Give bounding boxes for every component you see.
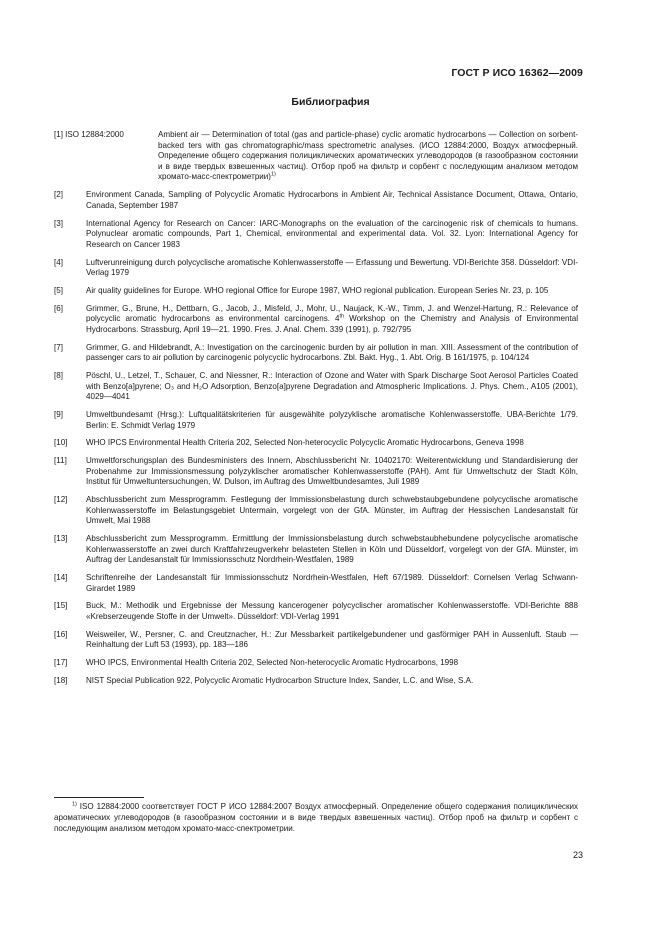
entry-text: Abschlussbericht zum Messprogramm. Festlegung der Immissionsbelastung durch schwebstaubgebundene polycyclische aromatische Kohlenwasserstoffe im Belastungsgebiet Untermain, vorgelegt von der GfA. Münster, im Auftrag der Hessischen Landesanstalt für Umwelt, Mai 1988 bbox=[86, 495, 578, 526]
entry-text: Schriftenreihe der Landesanstalt für Immissionsschutz Nordrhein-Westfalen, Heft 67/1989. Düsseldorf: Cornelsen Verlag Schwann-Girardet 1989 bbox=[86, 573, 578, 593]
entry-text: WHO IPCS, Environmental Health Criteria 202, Selected Non-heterocyclic Aromatic Hydrocarbons, 1998 bbox=[86, 658, 459, 668]
entry-number: [5] bbox=[54, 285, 63, 295]
bibliography-entry bbox=[54, 343, 578, 364]
bibliography-entry bbox=[54, 219, 578, 251]
entry-text: Abschlussbericht zum Messprogramm. Ermittlung der Immissionsbelastung durch schwebstaubhebundene polycyclische aromatische Kohlenwasserstoffe an zwei durch Kraftfahrzeugverkehr belasteten Stellen in Köln und Düsseldorf, vorgelegt von der GfA. Münster, im Auftrag der Landesanstalt für Immissionsschutz Nordrhein-Westfalen, 1989 bbox=[86, 534, 578, 565]
entry-number: [1] ISO 12884:2000 bbox=[54, 130, 124, 139]
entry-text: Grimmer, G., Brune, H., Dettbarn, G., Jacob, J., Misfeld, J., Mohr, U., Naujack, K.-W., Timm, J. and Wenzel-Hartung, R.: Relevance of polycyclic aromatic hydrocarbons as environmental carcinogens. 4th Workshop on the Chemistry and Analysis of Environmental Hydrocarbons. Strassburg, April 19—21. 1990. Fres. J. Anal. Chem. 339 (1991), p. 792/795 bbox=[86, 303, 578, 334]
bibliography-entry bbox=[54, 495, 578, 527]
bibliography-entry bbox=[54, 456, 578, 488]
entry-text: International Agency for Research on Cancer: IARC-Monographs on the evaluation of the carcinogenic risk of chemicals to humans. Polynuclear aromatic compounds, Part 1, Chemical, environmental and experimental data. Vol. 32. Lyon: International Agency for Research on Cancer 1983 bbox=[86, 218, 578, 249]
entry-number: [6] bbox=[54, 303, 63, 313]
entry-text: Ambient air — Determination of total (gas and particle-phase) cyclic aromatic hydrocarbons — Collection on sorbent-backed ters with gas chromatographic/mass spectrometric analyses. (ИСО 12884:2000, Воздух атмосферный. Определение общего содержания полициклических ароматических углеводородов (в газообразном состоянии и в виде твердых взвешенных частиц). Отбор проб на фильтр и сорбент с последующим анализом методом хромато-масс-спектрометрии)$^{1)}$ bbox=[158, 130, 578, 182]
entry-text: Environment Canada, Sampling of Polycyclic Aromatic Hydrocarbons in Ambient Air, Technical Assistance Document, Ottawa, Ontario, Canada, September 1987 bbox=[86, 190, 578, 210]
entry-number: [18] bbox=[54, 675, 68, 685]
entry-number: [4] bbox=[54, 257, 63, 267]
footnote-divider bbox=[54, 797, 144, 798]
bibliography-entry bbox=[54, 190, 578, 211]
bibliography-entry bbox=[54, 286, 578, 297]
bibliography-entry bbox=[54, 410, 578, 431]
entry-number: [10] bbox=[54, 438, 68, 448]
bibliography-entry bbox=[54, 534, 578, 566]
bibliography-entry bbox=[54, 601, 578, 622]
entry-number: [8] bbox=[54, 371, 63, 380]
document-header: ГОСТ Р ИСО 16362—2009 bbox=[451, 67, 583, 79]
bibliography-entry bbox=[54, 658, 578, 669]
entry-text: Umweltbundesamt (Hrsg.): Luftqualitätskriterien für ausgewählte polyzyklische aromatische Kohlenwasserstoffe. UBA-Berichte 1/79. Berlin: E. Schmidt Verlag 1979 bbox=[86, 409, 578, 430]
page-number: 23 bbox=[572, 850, 583, 860]
entry-text: Buck, M.: Methodik und Ergebnisse der Messung kancerogener polycyclischer aromatischer Kohlenwasserstoffe. VDI-Berichte 888 «Krebserzeugende Stoffe in der Umwelt». Düsseldorf: VDI-Verlag 1991 bbox=[86, 601, 578, 621]
entry-number: [2] bbox=[54, 190, 63, 200]
entry-text: Grimmer, G. and Hildebrandt, A.: Investigation on the carcinogenic burden by air pollution in man. XIII. Assessment of the contribution of passenger cars to air pollution by carcinogenic polycyclic hydrocarbons. Zbl. Bakt. Hyg., 1. Abt. Orig. B 161/1975, p. 104/124 bbox=[86, 342, 578, 363]
entry-text: NIST Special Publication 922, Polycyclic Aromatic Hydrocarbon Structure Index, Sander, L.C. and Wise, S.A. bbox=[86, 675, 474, 685]
entry-text: Luftverunreinigung durch polycyclische aromatische Kohlenwasserstoffe — Erfassung und Bewertung. VDI-Berichte 358. Düsseldorf: VDI-Verlag 1979 bbox=[86, 257, 578, 278]
footnote-text: ISO 12884:2000 соответствует ГОСТ Р ИСО 12884:2007 Воздух атмосферный. Определение общего содержания полициклических ароматических углеводородов (в газообразном состоянии и в виде твердых взвешенных частиц). Отбор проб на фильтр и сорбент с последующим анализом методом хромато-масс-спектрометрии. bbox=[54, 802, 578, 833]
bibliography-entry bbox=[54, 573, 578, 594]
bibliography-entry bbox=[54, 258, 578, 279]
entry-text: Pöschl, U., Letzel, T., Schauer, C. and Niessner, R.: Interaction of Ozone and Water with Spark Discharge Soot Aerosol Particles Coated with Benzo[a]pyrene; O₃ and H₂O Adsorption, Benzo[a]pyrene Degradation and Atmospheric Implications. J. Phys. Chem., A105 (2001), 4029—4041 bbox=[86, 371, 578, 402]
entry-number: [7] bbox=[54, 342, 63, 352]
bibliography-entry bbox=[54, 130, 578, 183]
bibliography-entry bbox=[54, 304, 578, 336]
entry-number: [17] bbox=[54, 658, 68, 668]
entry-number: [11] bbox=[54, 456, 67, 466]
entry-number: [12] bbox=[54, 495, 68, 505]
page-title: Библиография bbox=[291, 96, 370, 108]
entry-number: [15] bbox=[54, 601, 68, 611]
entry-number: [14] bbox=[54, 573, 68, 583]
bibliography-entry bbox=[54, 676, 578, 687]
entry-number: [9] bbox=[54, 409, 63, 419]
entry-text: Air quality guidelines for Europe. WHO regional Office for Europe 1987, WHO regional publication. European Series Nr. 23, p. 105 bbox=[86, 285, 549, 295]
footnote bbox=[54, 801, 578, 834]
footnote-marker: 1) bbox=[72, 801, 77, 808]
entry-number: [13] bbox=[54, 534, 68, 544]
bibliography-entry bbox=[54, 630, 578, 651]
entry-text: Weisweiler, W., Persner, C. and Creutznacher, H.: Zur Messbarkeit partikelgebundener und gasförmiger PAH in Aussenluft. Staub — Reinhaltung der Luft 53 (1993), pp. 183—186 bbox=[86, 629, 578, 650]
entry-text: WHO IPCS Environmental Health Criteria 202, Selected Non-heterocyclic Polycyclic Aromatic Hydrocarbons, Geneva 1998 bbox=[86, 438, 524, 448]
entry-text: Umweltforschungsplan des Bundesministers des Innern, Abschlussbericht Nr. 10402170: Weiterentwicklung und Standardisierung der Probenahme zur Immissionsmessung polyzyklischer aromatischer Kohlenwasserstoffe (PAH). Amt für Umweltschutz der Stadt Köln, Institut für Umweltuntersuchungen, W. Dulson, im Auftrag des Umweltbundesamtes, Juli 1989 bbox=[86, 456, 578, 487]
footnote-marker: 1) bbox=[270, 171, 276, 178]
bibliography-entry bbox=[54, 371, 578, 403]
entry-number: [16] bbox=[54, 629, 68, 639]
bibliography-entry bbox=[54, 438, 578, 449]
entry-number: [3] bbox=[54, 218, 63, 228]
bibliography-list bbox=[54, 130, 578, 694]
